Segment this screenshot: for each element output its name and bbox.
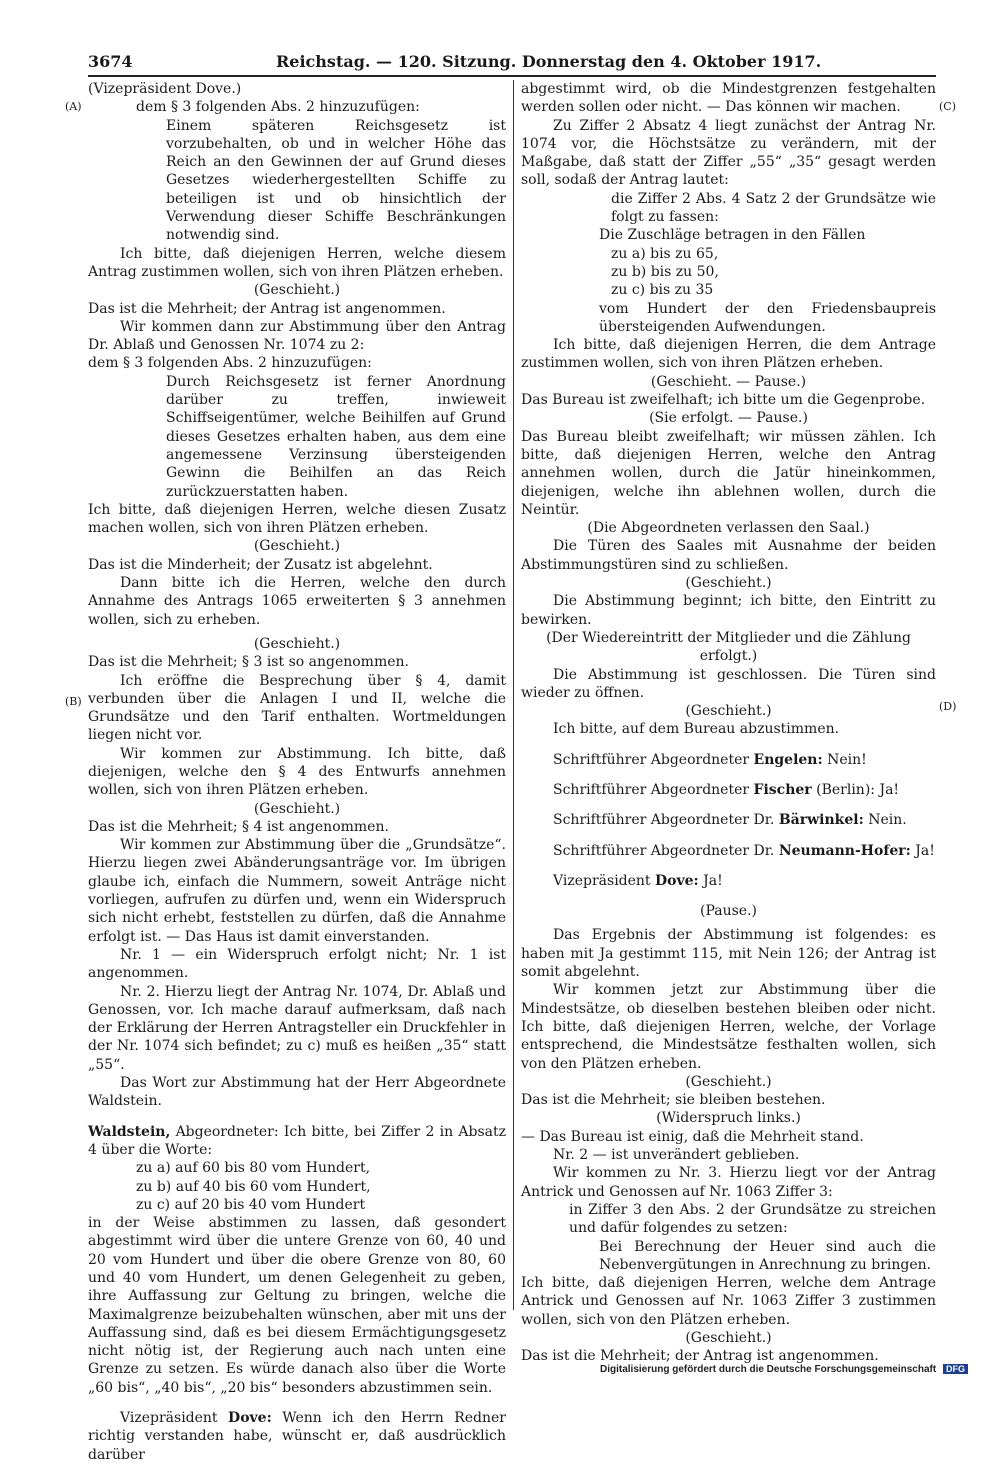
paragraph: Die Türen des Saales mit Ausnahme der beiden Abstimmungstüren sind zu schließen. (521, 538, 936, 573)
procedural-note: (Die Abgeordneten verlassen den Saal.) (587, 520, 870, 537)
paragraph: Das Ergebnis der Abstimmung ist folgendes: es haben mit Ja gestimmt 115, mit Nein 126; der Antrag ist somit abgelehnt. (521, 927, 936, 981)
quoted-motion: vom Hundert der den Friedensbaupreis übersteigenden Aufwendungen. (599, 300, 936, 335)
speech-paragraph: Vizepräsident Dove: Wenn ich den Herrn Redner richtig verstanden habe, wünscht er, daß ausdrücklich darüber (88, 1410, 506, 1463)
procedural-note: (Widerspruch links.) (656, 1110, 801, 1127)
speaker-name: Neumann-Hofer: (778, 842, 911, 859)
paragraph: Das Bureau bleibt zweifelhaft; wir müssen zählen. Ich bitte, daß diejenigen Herren, welche den Antrag annehmen wollen, durch die Jatür hineinkommen, diejenigen, welche ihn ablehnen wollen, durch die Neintür. (521, 428, 936, 518)
procedural-note: (Der Wiedereintritt der Mitglieder und die Zählung erfolgt.) (546, 629, 911, 665)
vote-entry: Schriftführer Abgeordneter Engelen: Nein! (553, 751, 867, 768)
speech-paragraph: Waldstein, Abgeordneter: Ich bitte, bei Ziffer 2 in Absatz 4 über die Worte: (88, 1123, 506, 1158)
paragraph: Ich bitte, daß diejenigen Herren, welche dem Antrage Antrick und Genossen auf Nr. 1063 Ziffer 3 zustimmen wollen, sich von den Plätzen erheben. (521, 1275, 936, 1328)
list-item: zu a) auf 60 bis 80 vom Hundert, (136, 1160, 371, 1177)
speaker-name: Waldstein, (88, 1123, 171, 1140)
paragraph: Nr. 2. Hierzu liegt der Antrag Nr. 1074, Dr. Ablaß und Genossen, vor. Ich mache darauf aufmerksam, daß nach der Erklärung der Herren Antragsteller ein Druckfehler in der Nr. 1074 sich befindet; zu c) muß es heißen „35“ statt „55“. (88, 983, 506, 1073)
list-item: zu a) bis zu 65, (611, 245, 719, 262)
speech-paragraph: Vizepräsident Dove: Ja! (553, 872, 723, 889)
paragraph: Das ist die Mehrheit; § 3 ist so angenommen. (88, 654, 409, 671)
speaker-name: Bärwinkel: (778, 812, 864, 829)
list-item: zu c) bis zu 35 (611, 282, 714, 299)
page-number: 3674 (88, 52, 133, 71)
paragraph: Das ist die Mehrheit; der Antrag ist angenommen. (521, 1348, 879, 1365)
margin-mark-c: (C) (939, 100, 956, 113)
paragraph: Wir kommen zur Abstimmung über die „Grundsätze“. Hierzu liegen zwei Abänderungsanträge vor. Im übrigen glaube ich, einfach die Nummern, soweit Anträge nicht vorliegen, aufrufen zu dürfen und, wenn ein Widerspruch sich nicht erhebt, feststellen zu dürfen, daß die Annahme erfolgt ist. — Das Haus ist damit einverstanden. (88, 837, 506, 945)
procedural-note: (Geschieht.) (685, 703, 772, 720)
column-divider (513, 80, 514, 1310)
paragraph: in der Weise abstimmen zu lassen, daß gesondert abgestimmt wird über die untere Grenze von 60, 40 und 20 vom Hundert und über die obere Grenze von 80, 60 und 40 vom Hundert, um denen Gelegenheit zu geben, ihre Auffassung zur Geltung zu bringen, welche die Maximalgrenze beizubehalten wünschen, aber mit uns der Auffassung sind, daß es bei diesem Ermächtigungsgesetz nicht nötig ist, der Regierung auch nach unten eine Grenze zu setzen. Es würde danach also über die Worte „60 bis“, „40 bis“, „20 bis“ besonders abzustimmen sein. (88, 1215, 506, 1396)
paragraph: dem § 3 folgenden Abs. 2 hinzuzufügen: (88, 355, 372, 372)
speaker-note: (Vizepräsident Dove.) (88, 81, 242, 97)
speaker-name: Engelen: (753, 751, 823, 768)
paragraph: Dann bitte ich die Herren, welche den durch Annahme des Antrags 1065 erweiterten § 3 annehmen wollen, sich zu erheben. (88, 575, 506, 628)
paragraph: abgestimmt wird, ob die Mindestgrenzen festgehalten werden sollen oder nicht. — Das können wir machen. (521, 81, 936, 116)
vote-entry: Schriftführer Abgeordneter Fischer (Berlin): Ja! (553, 781, 900, 798)
procedural-note: (Geschieht.) (253, 538, 341, 555)
list-item: zu c) auf 20 bis 40 vom Hundert (136, 1196, 366, 1213)
page-header (88, 50, 936, 74)
paragraph: Wir kommen dann zur Abstimmung über den Antrag Dr. Ablaß und Genossen Nr. 1074 zu 2: (88, 318, 506, 354)
procedural-note: (Sie erfolgt. — Pause.) (649, 410, 808, 427)
paragraph: Das ist die Mehrheit; der Antrag ist angenommen. (88, 300, 446, 317)
paragraph: Die Abstimmung ist geschlossen. Die Türen sind wieder zu öffnen. (521, 666, 936, 701)
procedural-note: (Geschieht.) (253, 282, 341, 299)
paragraph: Das Wort zur Abstimmung hat der Herr Abgeordnete Waldstein. (88, 1075, 506, 1110)
paragraph: Das ist die Mehrheit; § 4 ist angenommen. (88, 818, 389, 835)
paragraph: Wir kommen zur Abstimmung. Ich bitte, daß diejenigen, welche den § 4 des Entwurfs annehmen wollen, sich von ihren Plätzen erheben. (88, 745, 506, 799)
quoted-motion: Einem späteren Reichsgesetz ist vorzubehalten, ob und in welcher Höhe das Reich an den Gewinnen der auf Grund dieses Gesetzes wiederhergestellten Schiffe zu beteiligen ist und ob hinsichtlich der Verwendung dieser Schiffe Beschränkungen notwendig sind. (166, 117, 506, 244)
paragraph: Nr. 2 — ist unverändert geblieben. (553, 1147, 800, 1164)
header-rule (88, 75, 936, 77)
procedural-note: (Pause.) (700, 903, 757, 920)
paragraph: Das Bureau ist zweifelhaft; ich bitte um die Gegenprobe. (521, 392, 926, 409)
paragraph: Das ist die Mehrheit; sie bleiben bestehen. (521, 1092, 826, 1109)
paragraph: Wir kommen zu Nr. 3. Hierzu liegt vor der Antrag Antrick und Genossen auf Nr. 1063 Ziffer 3: (521, 1165, 936, 1200)
margin-mark-b: (B) (65, 695, 82, 708)
procedural-note: (Geschieht.) (685, 575, 772, 592)
list-item: zu b) auf 40 bis 60 vom Hundert, (136, 1178, 371, 1195)
procedural-note: (Geschieht.) (685, 1330, 772, 1346)
paragraph: Wir kommen jetzt zur Abstimmung über die Mindestsätze, ob dieselben bestehen bleiben oder nicht. Ich bitte, daß diejenigen Herren, welche, der Vorlage entsprechend, die Mindestsätze festhalten wollen, sich von den Plätzen erheben. (521, 982, 936, 1072)
quoted-motion: in Ziffer 3 den Abs. 2 der Grundsätze zu streichen und dafür folgendes zu setzen: (569, 1201, 936, 1237)
procedural-note: (Geschieht. — Pause.) (650, 373, 807, 390)
right-column (521, 80, 936, 1366)
dfg-logo: DFG (943, 1364, 968, 1374)
paragraph: Zu Ziffer 2 Absatz 4 liegt zunächst der Antrag Nr. 1074 vor, die Höchstsätze zu verändern, mit der Maßgabe, daß statt der Ziffer „55“ „35“ gesagt werden soll, sodaß der Antrag lautet: (521, 117, 936, 189)
procedural-note: (Geschieht.) (685, 1073, 772, 1090)
paragraph: dem § 3 folgenden Abs. 2 hinzuzufügen: (136, 99, 420, 116)
left-column (88, 80, 506, 1464)
vote-entry: Schriftführer Abgeordneter Dr. Neumann-Hofer: Ja! (553, 842, 935, 859)
vote-entry: Schriftführer Abgeordneter Dr. Bärwinkel: Nein. (553, 812, 907, 829)
paragraph: Ich bitte, daß diejenigen Herren, die dem Antrage zustimmen wollen, sich von ihren Plätzen erheben. (521, 337, 936, 372)
quoted-motion: Bei Berechnung der Heuer sind auch die Nebenvergütungen in Anrechnung zu bringen. (599, 1238, 936, 1273)
paragraph: Die Abstimmung beginnt; ich bitte, den Eintritt zu bewirken. (521, 593, 936, 628)
paragraph: Ich bitte, auf dem Bureau abzustimmen. (553, 721, 840, 738)
procedural-note: (Geschieht.) (253, 800, 341, 817)
list-item: zu b) bis zu 50, (611, 263, 719, 280)
quoted-motion: die Ziffer 2 Abs. 4 Satz 2 der Grundsätze wie folgt zu fassen: (611, 190, 936, 226)
quoted-motion: Durch Reichsgesetz ist ferner Anordnung darüber zu treffen, inwieweit Schiffseigentümer, welche Beihilfen auf Grund dieses Gesetzes erhalten haben, aus dem eine angemessene Verzinsung übersteigenden Gewinn die Beihilfen an das Reich zurückzuerstatten haben. (166, 373, 506, 500)
margin-mark-d: (D) (939, 700, 957, 713)
running-title: Reichstag. — 120. Sitzung. Donnerstag den 4. Oktober 1917. (276, 52, 822, 71)
paragraph: Nr. 1 — ein Widerspruch erfolgt nicht; Nr. 1 ist angenommen. (88, 946, 506, 982)
speaker-name: Fischer (753, 781, 812, 798)
paragraph: Das ist die Minderheit; der Zusatz ist abgelehnt. (88, 556, 433, 573)
paragraph: Ich eröffne die Besprechung über § 4, damit verbunden über die Anlagen I und II, welche die Grundsätze und den Tarif enthalten. Wortmeldungen liegen nicht vor. (88, 672, 506, 744)
speaker-name: Dove: (655, 872, 699, 889)
procedural-note: (Geschieht.) (253, 635, 341, 652)
credit-text: Digitalisierung gefördert durch die Deutsche Forschungsgemeinschaft (600, 1364, 937, 1375)
quoted-motion: Die Zuschläge betragen in den Fällen (599, 227, 866, 244)
digitization-credit (600, 1364, 968, 1375)
margin-mark-a: (A) (65, 100, 82, 113)
paragraph: Ich bitte, daß diejenigen Herren, welche diesem Antrag zustimmen wollen, sich von ihren Plätzen erheben. (88, 245, 506, 280)
speaker-name: Dove: (228, 1410, 272, 1427)
paragraph: — Das Bureau ist einig, daß die Mehrheit stand. (521, 1128, 864, 1145)
paragraph: Ich bitte, daß diejenigen Herren, welche diesen Zusatz machen wollen, sich von ihren Plätzen erheben. (88, 501, 506, 537)
